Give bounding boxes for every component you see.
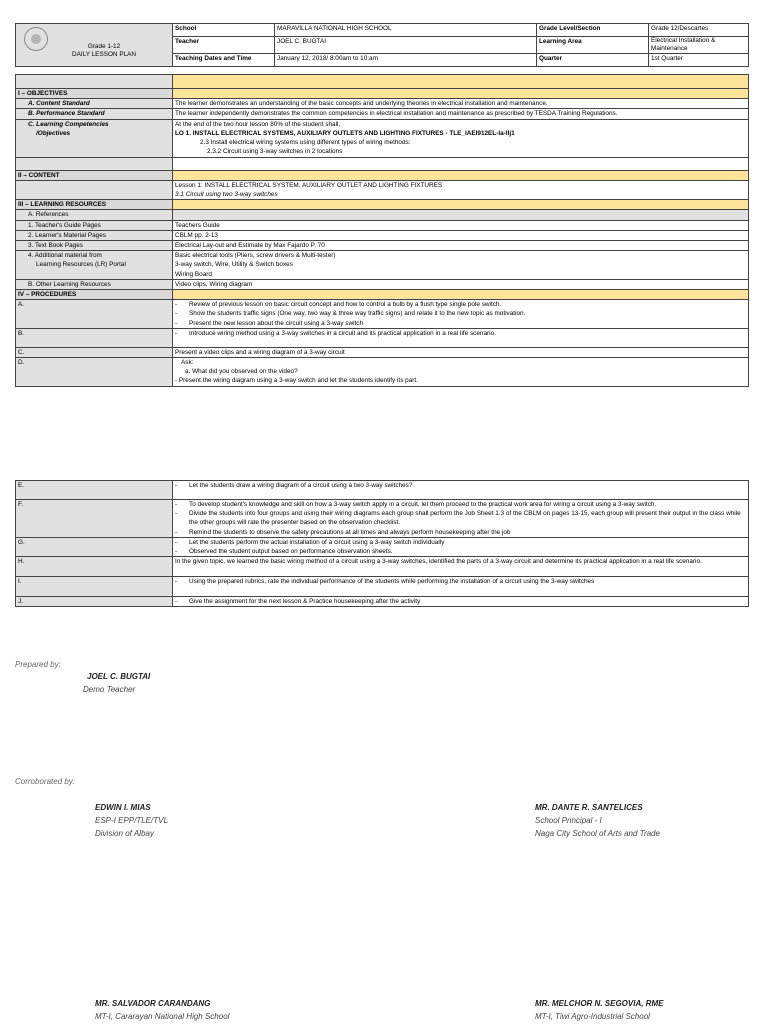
- procedure-e-value: [173, 481, 749, 500]
- procedure-j-label: J.: [16, 597, 173, 607]
- quarter-label: Quarter: [537, 54, 649, 67]
- competencies-value: [173, 119, 749, 157]
- procedure-f-item: - To develop student's knowledge and skill on how a 3-way switch apply in a circuit, let them proceed to the practical work area for wiring a circuit using a 3-way switch.: [175, 501, 657, 508]
- procedure-f-value: [173, 500, 749, 538]
- additional-label: [16, 251, 173, 280]
- textbook-value: Electrical Lay-out and Estimate by Max Fajardo P. 70: [173, 241, 749, 251]
- procedures-heading-fill: [173, 290, 749, 300]
- objectives-heading-fill: [173, 89, 749, 99]
- prepared-role: Demo Teacher: [83, 685, 136, 694]
- dates-label: Teaching Dates and Time: [173, 54, 275, 67]
- content-standard-label: A. Content Standard: [16, 99, 173, 109]
- content-standard-value: The learner demonstrates an understanding of the basic concepts and underlying theories in electrical installation and maintenance.: [173, 99, 749, 109]
- lesson-plan-table: [15, 74, 749, 387]
- procedure-d-value: [173, 358, 749, 387]
- teachers-guide-label: 1. Teacher's Guide Pages: [16, 220, 173, 230]
- procedure-b-label: B.: [16, 328, 173, 347]
- procedure-c-label: C.: [16, 347, 173, 357]
- learners-material-label: 2. Learner's Material Pages: [16, 230, 173, 240]
- content-lesson: Lesson 1: INSTALL ELECTRICAL SYSTEM, AUXILIARY OUTLET AND LIGHTING FIXTURES: [175, 181, 443, 189]
- resources-heading: III – LEARNING RESOURCES: [16, 200, 173, 210]
- objectives-heading: I – OBJECTIVES: [16, 89, 173, 99]
- signatory-2-role: School Principal - I: [535, 816, 602, 825]
- performance-standard-label: B. Performance Standard: [16, 109, 173, 119]
- signatory-4-name: MR. MELCHOR N. SEGOVIA, RME: [535, 999, 664, 1008]
- spacer-right: [173, 75, 749, 89]
- grade-label: Grade Level/Section: [537, 24, 649, 37]
- procedure-i-item: - Using the prepared rubrics, rate the individual performance of the students while performing the installation of a circuit using the 3-way switches: [175, 578, 595, 586]
- procedure-a-label: A.: [16, 300, 173, 329]
- procedure-f-item: - Divide the students into four groups and using their wiring diagrams each group shall perform the Job Sheet 1.3 of the CBLM on pages 13-15, each group will present their output in the class while the other groups will rate the presenter based on the observation checklist.: [175, 510, 741, 527]
- additional-value-line3: Wiring Board: [175, 270, 212, 278]
- teacher-value: JOEL C. BUGTAI: [275, 36, 537, 54]
- signatory-3-role: MT-I, Cararayan National High School: [95, 1012, 230, 1021]
- competency-lo: LO 1. INSTALL ELECTRICAL SYSTEMS, AUXILIARY OUTLETS AND LIGHTING FIXTURES - TLE_IAEI912EL-Ia-IIj1: [175, 129, 515, 137]
- procedure-c-value: Present a video clips and a wiring diagram of a 3-way circuit: [173, 347, 749, 357]
- additional-label-line1: 4. Additional material from: [28, 252, 102, 260]
- procedure-d-label: D.: [16, 358, 173, 387]
- procedure-j-value: [173, 597, 749, 607]
- references-value: [173, 210, 749, 220]
- textbook-label: 3. Text Book Pages: [16, 241, 173, 251]
- competency-sub2: 2.3.2 Circuit using 3-way switches in 2 locations: [207, 148, 343, 156]
- content-heading: II – CONTENT: [16, 170, 173, 180]
- procedure-b-item: - Introduce wiring method using a 3-way switches in a circuit and its practical application in a real life scenario.: [175, 329, 496, 337]
- gap-left: [16, 157, 173, 170]
- resources-heading-fill: [173, 200, 749, 210]
- plan-grade: Grade 1-12: [87, 43, 121, 50]
- content-heading-fill: [173, 170, 749, 180]
- signatory-2-name: MR. DANTE R. SANTELICES: [535, 803, 643, 812]
- procedure-i-label: I.: [16, 577, 173, 597]
- references-label: A. References: [16, 210, 173, 220]
- procedure-f-label: F.: [16, 500, 173, 538]
- area-label: Learning Area: [537, 36, 649, 54]
- other-resources-label: B. Other Learning Resources: [16, 279, 173, 289]
- competencies-label: [16, 119, 173, 157]
- procedure-g-item: - Observed the student output based on performance observation sheets.: [175, 548, 393, 556]
- lesson-plan-table-continued: [15, 480, 749, 607]
- school-value: MARAVILLA NATIONAL HIGH SCHOOL: [275, 24, 537, 37]
- teacher-label: Teacher: [173, 36, 275, 54]
- performance-standard-value: The learner independently demonstrates the common competencies in electrical installation and maintenance as prescribed by TESDA Training Regulations.: [173, 109, 749, 119]
- procedure-e-item: - Let the students draw a wiring diagram of a circuit using a two 3-way switches?: [175, 482, 413, 489]
- grade-value: Grade 12/Descartes: [649, 24, 749, 37]
- competencies-label-line1: C. Learning Competencies: [28, 120, 109, 128]
- procedure-i-value: [173, 577, 749, 597]
- signatory-1-name: EDWIN I. MIAS: [95, 803, 151, 812]
- procedure-h-label: H.: [16, 557, 173, 577]
- competencies-label-line2: /Objectives: [36, 129, 71, 137]
- procedure-d-ask: Ask:: [181, 359, 194, 367]
- school-label: School: [173, 24, 275, 37]
- content-value: [173, 180, 749, 199]
- procedure-d-question: a. What did you observed on the video?: [185, 368, 298, 376]
- competency-sub1: 2.3 Install electrical wiring systems using different types of wiring methods:: [200, 139, 411, 147]
- additional-value-line2: 3-way switch, Wire, Utility & Switch boxes: [175, 261, 293, 269]
- signatory-1-org: Division of Albay: [95, 829, 154, 838]
- area-value: Electrical Installation & Maintenance: [649, 36, 749, 54]
- signatory-1-role: ESP-I EPP/TLE/TVL: [95, 816, 168, 825]
- content-topic: 3.1 Circuit using two 3-way switches: [175, 191, 278, 199]
- logo-cell: [16, 24, 173, 67]
- additional-value-line1: Basic electrical tools (Pliers, screw drivers & Multi-tester): [175, 252, 336, 260]
- procedure-g-label: G.: [16, 537, 173, 556]
- quarter-value: 1st Quarter: [649, 54, 749, 67]
- signatory-2-org: Naga City School of Arts and Trade: [535, 829, 660, 838]
- competency-intro: At the end of the two hour lesson 80% of the student shall,: [175, 120, 341, 128]
- procedure-b-value: [173, 328, 749, 347]
- plan-title: DAILY LESSON PLAN: [71, 51, 137, 58]
- signatory-3-name: MR. SALVADOR CARANDANG: [95, 999, 211, 1008]
- procedure-a-item: - Review of previous lesson on basic circuit concept and how to control a bulb by a flush type single pole switch.: [175, 301, 502, 309]
- gap-right: [173, 157, 749, 170]
- procedure-a-item: - Present the new lesson about the circuit using a 3-way switch: [175, 319, 364, 327]
- other-resources-value: Video clips, Wiring diagram: [173, 279, 749, 289]
- prepared-name: JOEL C. BUGTAI: [87, 672, 151, 681]
- prepared-by-label: Prepared by:: [15, 660, 61, 669]
- procedure-g-item: - Let the students perform the actual installation of a circuit using a 3-way switch individually: [175, 538, 445, 546]
- procedure-a-item: - Show the students traffic signs (One way, two way & three way traffic signs) and relate it to the new topic as motivation.: [175, 310, 526, 318]
- procedure-d-present: - Present the wiring diagram using a 3-way switch and let the students identify its part.: [175, 377, 418, 385]
- spacer-left: [16, 75, 173, 89]
- header-table: [15, 23, 749, 67]
- procedure-f-item: - Remind the students to observe the safety precautions at all times and always perform housekeeping after the job: [175, 528, 511, 536]
- corroborated-by-label: Corroborated by:: [15, 777, 76, 786]
- procedures-heading: IV – PROCEDURES: [16, 290, 173, 300]
- additional-value: [173, 251, 749, 280]
- procedure-a-value: [173, 300, 749, 329]
- procedure-h-value: In the given topic, we learned the basic wiring method of a circuit using a 3-way switches, identified the parts of a 3-way circuit and determine its practical application in a real life scenario.: [173, 557, 749, 577]
- dates-value: January 12, 2018/ 8:00am to 10:am: [275, 54, 537, 67]
- additional-label-line2: Learning Resources (LR) Portal: [36, 261, 126, 269]
- content-left: [16, 180, 173, 199]
- signatory-4-role: MT-I, Tiwi Agro-Industrial School: [535, 1012, 650, 1021]
- procedure-e-label: E.: [16, 481, 173, 500]
- procedure-j-item: - Give the assignment for the next lesson & Practice housekeeping after the activity: [175, 598, 421, 606]
- teachers-guide-value: Teachers Guide: [173, 220, 749, 230]
- procedure-g-value: [173, 537, 749, 556]
- learners-material-value: CBLM pp. 2-13: [173, 230, 749, 240]
